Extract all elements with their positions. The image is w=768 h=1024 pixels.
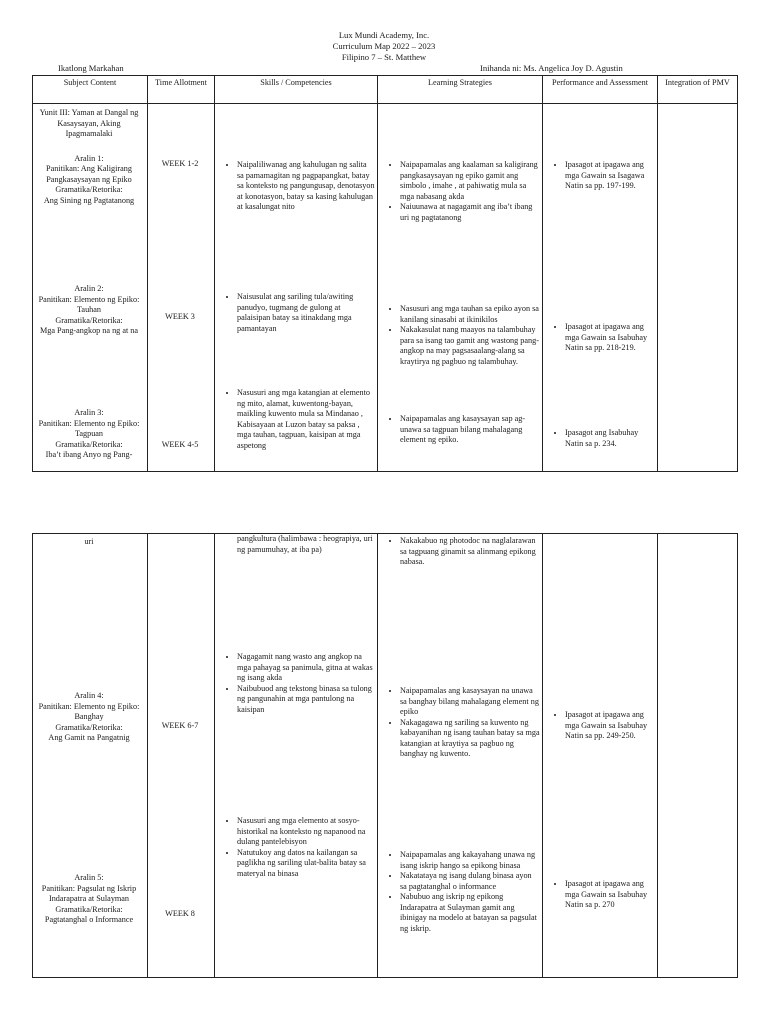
aralin4-line: Ang Gamit na Pangatnig xyxy=(48,733,130,742)
skill-item: • Naipaliliwanag ang kahulugan ng salita sa pamamagitan ng pagpapangkat, batay sa konteksto ng pangungusap, denotasyon at konotasyon, batay sa kasing kahulugan at kasalungat nito xyxy=(237,160,375,213)
col-header-strategies: Learning Strategies xyxy=(378,76,543,104)
aralin3-line: Iba’t ibang Anyo ng Pang- xyxy=(45,450,133,459)
skill-item: • Natutukoy ang datos na kailangan sa paglikha ng sariling ulat-balita batay sa materyal na binasa xyxy=(237,848,375,880)
assessment-cell xyxy=(543,104,658,472)
strategy-item: • Nakakasulat nang maayos na talambuhay para sa isang tao gamit ang wastong pang-angkop na may pagsasaalang-alang sa kraytirya ng pagbuo ng talambuhay. xyxy=(400,325,540,367)
col-header-pmv: Integration of PMV xyxy=(658,76,738,104)
skills-cell xyxy=(215,534,378,978)
aralin5-line: Pagtatanghal o Informance xyxy=(44,915,134,924)
aralin5-line: Gramatika/Retorika: xyxy=(55,904,123,914)
aralin4-week: WEEK 6-7 xyxy=(161,721,199,730)
aralin5-week: WEEK 8 xyxy=(165,909,195,918)
skill-item-continued: pangkultura (halimbawa : heograpiya, uri ng pamumuhay, at iba pa) xyxy=(237,534,373,554)
subject-section: Filipino 7 – St. Matthew xyxy=(341,52,427,62)
aralin5-title: Aralin 5: xyxy=(74,873,104,882)
skill-item: • Naisusulat ang sariling tula/awiting panudyo, tugmang de gulong at palaisipan batay sa itinakdang mga pamantayan xyxy=(237,292,375,334)
skill-item: • Nagagamit nang wasto ang angkop na mga pahayag sa panimula, gitna at wakas ng isang akda xyxy=(237,652,375,684)
strategy-item: • Nakakabuo ng photodoc na naglalarawan sa tagpuang ginamit sa alinmang epikong nabasa. xyxy=(400,536,540,568)
aralin4-line: Panitikan: Elemento ng Epiko: Banghay xyxy=(38,701,140,721)
aralin1-line: Ang Sining ng Pagtatanong xyxy=(43,195,135,205)
pmv-cell xyxy=(658,534,738,978)
strategy-item: • Nakatataya ng isang dulang binasa ayon sa pagtatanghal o informance xyxy=(400,871,540,892)
assessment-item: • Ipasagot ang Isabuhay Natin sa p. 234. xyxy=(565,428,655,449)
col-header-time: Time Allotment xyxy=(148,76,215,104)
strategy-item: • Naipapamalas ang kakayahang unawa ng isang iskrip hango sa epikong binasa xyxy=(400,850,540,871)
col-header-skills: Skills / Competencies xyxy=(215,76,378,104)
strategy-item: • Nabubuo ang iskrip ng epikong Indarapatra at Sulayman gamit ang ibinigay na modelo at batayan sa pagsulat ng iskrip. xyxy=(400,892,540,934)
pmv-cell xyxy=(658,104,738,472)
aralin2-title: Aralin 2: xyxy=(74,284,104,293)
strategy-item: • Naiuunawa at nagagamit ang iba’t ibang uri ng pagtatanong xyxy=(400,202,540,223)
skill-item: • Naibubuod ang tekstong binasa sa tulong ng pangunahin at mga pantulong na kaisipan xyxy=(237,684,375,716)
col-header-assessment: Performance and Assessment xyxy=(543,76,658,104)
aralin2-line: Panitikan: Elemento ng Epiko: Tauhan xyxy=(38,294,140,314)
curriculum-table-page2 xyxy=(32,533,738,978)
strategy-item: • Naipapamalas ang kasaysayan sap ag-unawa sa tagpuan bilang mahalagang element ng epiko. xyxy=(400,414,540,446)
assessment-item: • Ipasagot at ipagawa ang mga Gawain sa Isabuhay Natin sa pp. 218-219. xyxy=(565,322,655,354)
subject-content-cell xyxy=(33,104,148,472)
time-allotment-cell xyxy=(148,104,215,472)
document-title: Curriculum Map 2022 – 2023 xyxy=(332,41,436,51)
strategy-item: • Naipapamalas ang kaalaman sa kaligirang pangkasaysayan ng epiko gamit ang simbolo , imahe , at pahiwatig mula sa mga nabasang akda xyxy=(400,160,540,202)
assessment-item: • Ipasagot at ipagawa ang mga Gawain sa Isabuhay Natin sa pp. 249-250. xyxy=(565,710,655,742)
aralin5-line: Indarapatra at Sulayman xyxy=(48,894,130,903)
assessment-item: • Ipasagot at ipagawa ang mga Gawain sa Isabuhay Natin sa p. 270 xyxy=(565,879,655,911)
skills-cell xyxy=(215,104,378,472)
assessment-cell xyxy=(543,534,658,978)
time-allotment-cell xyxy=(148,534,215,978)
aralin3-line: Panitikan: Elemento ng Epiko: Tagpuan xyxy=(38,418,140,438)
aralin1-line: Gramatika/Retorika: xyxy=(55,185,123,194)
school-name: Lux Mundi Academy, Inc. xyxy=(338,30,430,40)
aralin2-line: Mga Pang-angkop na ng at na xyxy=(40,326,138,335)
assessment-item: • Ipasagot at ipagawa ang mga Gawain sa Isagawa Natin sa pp. 197-199. xyxy=(565,160,655,192)
aralin1-title: Aralin 1: xyxy=(74,153,104,163)
strategies-cell xyxy=(378,534,543,978)
strategies-cell xyxy=(378,104,543,472)
aralin1-week: WEEK 1-2 xyxy=(161,159,199,168)
aralin3-week: WEEK 4-5 xyxy=(161,440,199,449)
aralin5-line: Panitikan: Pagsulat ng Iskrip xyxy=(41,883,137,893)
quarter-label: Ikatlong Markahan xyxy=(58,63,124,73)
aralin4-line: Gramatika/Retorika: xyxy=(55,722,123,732)
prepared-by: Inihanda ni: Ms. Angelica Joy D. Agustin xyxy=(480,63,623,73)
aralin3-line-continued: uri xyxy=(84,537,94,546)
aralin2-line: Gramatika/Retorika: xyxy=(55,315,123,325)
aralin2-week: WEEK 3 xyxy=(165,312,195,321)
aralin3-line: Gramatika/Retorika: xyxy=(55,439,123,449)
curriculum-table-page1 xyxy=(32,75,738,472)
strategy-item: • Naipapamalas ang kasaysayan na unawa sa banghay bilang mahalagang element ng epiko xyxy=(400,686,540,718)
strategy-item: • Nasusuri ang mga tauhan sa epiko ayon sa kanilang sinasabi at ikinikilos xyxy=(400,304,540,325)
strategy-item: • Nakagagawa ng sariling sa kuwento ng kabayanihan ng isang tauhan batay sa mga katangian at kraytiya sa pagbuo ng banghay ng kuwento. xyxy=(400,718,540,760)
aralin4-title: Aralin 4: xyxy=(74,691,104,700)
subject-content-cell xyxy=(33,534,148,978)
col-header-subject: Subject Content xyxy=(33,76,148,104)
aralin3-title: Aralin 3: xyxy=(74,408,104,417)
skill-item: • Nasusuri ang mga elemento at sosyo-historikal na konteksto ng napanood na dulang pantelebisyon xyxy=(237,816,375,848)
unit-title: Yunit III: Yaman at Dangal ng Kasaysayan, Aking Ipagmamalaki xyxy=(39,108,139,138)
aralin1-line: Panitikan: Ang Kaligirang Pangkasaysayan ng Epiko xyxy=(46,164,132,184)
skill-item: • Nasusuri ang mga katangian at elemento ng mito, alamat, kuwentong-bayan, maikling kuwento mula sa Mindanao , Kabisayaan at Luzon batay sa paksa , mga tauhan, tagpuan, kaisipan at mga aspetong xyxy=(237,388,375,451)
